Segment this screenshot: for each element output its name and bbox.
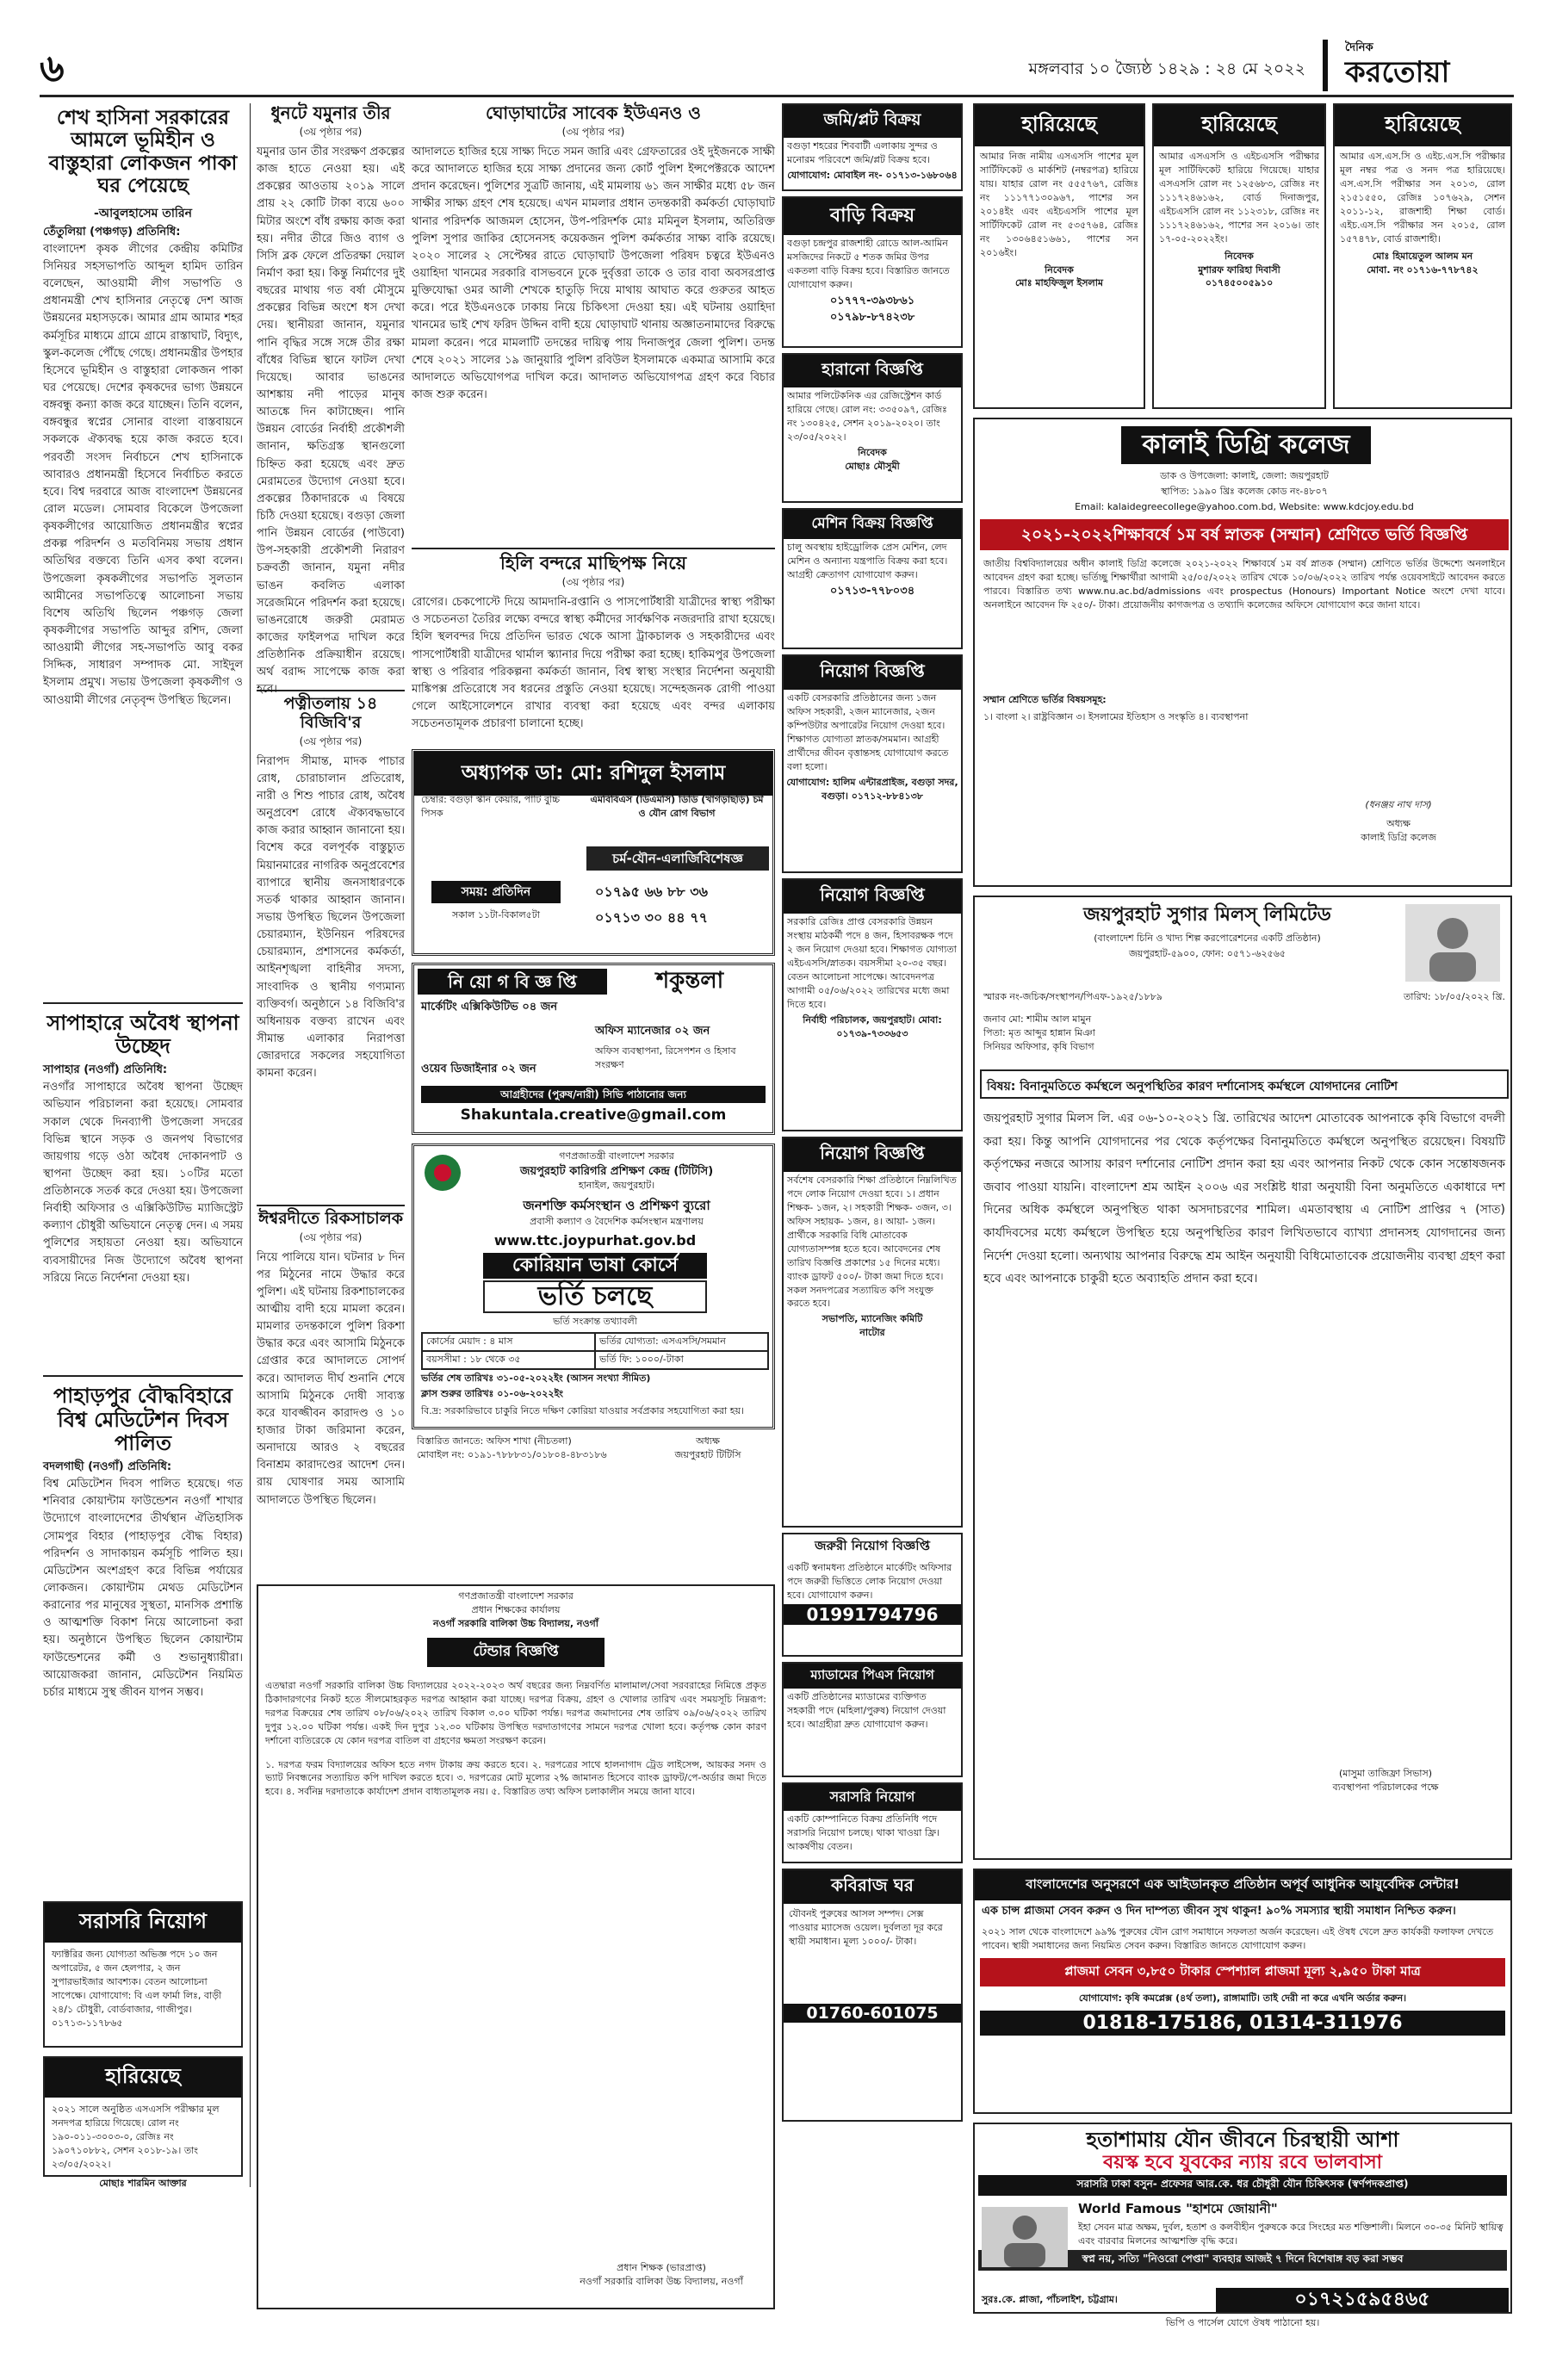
masthead (40, 40, 1514, 93)
ttc-signature: অধ্যক্ষ জয়পুরহাট টিটিসি (674, 1435, 741, 1460)
classified-ad (43, 1901, 243, 2048)
ttc-ministry: প্রবাসী কল্যাণ ও বৈদেশিক কর্মসংস্থান মন্ত্রণালয় (530, 1216, 704, 1227)
story-body: যমুনার ডান তীর সংরক্ষণ প্রকল্পের কাজ হাতে নেওয়া হয়। এই প্রকল্পের আওতায় ২০১৯ সালে প্রায় ২২ কোটি টাকা ব্যয়ে ৬০০ মিটার অংশে বাঁধ রক্ষায় কাজ করা হয়। নদীর তীরে জিও ব্যাগ ও সিসি ব্লক ফেলে প্রতিরক্ষা দেয়াল নির্মাণ করা হয়। কিন্তু নির্মাণের দুই বছরের মাথায় গত বর্ষা মৌসুমে প্রকল্পের বিভিন্ন অংশে ধস দেখা দেয়। স্থানীয়রা জানান, যমুনার পানি বৃদ্ধির সঙ্গে সঙ্গে তীর রক্ষা বাঁধের বিভিন্ন স্থানে ফাটল দেখা দিয়েছে। আবার ভাঙনের আশঙ্কায় নদী পাড়ের মানুষ আতঙ্কে দিন কাটাচ্ছেন। পানি উন্নয়ন বোর্ডের নির্বাহী প্রকৌশলী জানান, ক্ষতিগ্রস্ত স্থানগুলো চিহ্নিত করা হয়েছে এবং দ্রুত মেরামতের উদ্যোগ নেওয়া হবে। প্রকল্পের ঠিকাদারকে এ বিষয়ে চিঠি দেওয়া হয়েছে। বগুড়া জেলা পানি উন্নয়ন বোর্ডের (পাউবো) উপ-সহকারী প্রকৌশলী নিরারণ চক্রবর্তী জানান, যমুনা নদীর ভাঙন কবলিত এলাকা সরেজমিনে পরিদর্শন করা হয়েছে। ভাঙনরোধে জরুরী মেরামত কাজের ফাইলপত্র দাখিল করে প্রতিষ্ঠানিক প্রক্রিয়াধীন রয়েছে। অর্থ বরাদ্দ সাপেক্ষে কাজ করা হবে। (257, 146, 405, 697)
ad-note: আগ্রহীদের (পুরুষ/নারী) সিভি পাঠানোর জন্য (421, 1086, 766, 1103)
continued-note: (৩য় পৃষ্ঠার পর) (299, 734, 363, 747)
sugar-mill-place: জয়পুরহাট-৫৯০০, ফোন: ০৫৭১-৬২৫৬৫ (1128, 948, 1286, 959)
tender-body-2: ১. দরপত্র ফরম বিদ্যালয়ের অফিস হতে নগদ টাকায় ক্রয় করতে হবে। ২. দরপত্রের সাথে হালনাগাদ ট্রেড লাইসেন্স, আয়কর সনদ ও ভ্যাট নিবন্ধনের সত্যায়িত কপি দাখিল করতে হবে। ৩. দরপত্রের মোট মূল্যের ২% জামানত হিসেবে ব্যাংক ড্রাফট/পে-অর্ডার জমা দিতে হবে। ৪. সর্বনিম্ন দরদাতাকে কার্যাদেশ প্রদান বাধ্যতামূলক নয়। ৫. বিস্তারিত তথ্য অফিস চলাকালীন সময়ে জানা যাবে। (265, 1758, 766, 1798)
doctor-degrees: এমবিবিএস (ডিএমসি) ডিডি (খাগড়াছড়ি) চর্ম ও যৌন রোগ বিভাগ (590, 794, 764, 819)
herbal-address: সুরঃ.কে. প্লাজা, পাঁচলাইশ, চট্টগ্রাম। (982, 2294, 1118, 2305)
ad-body: একটি স্বনামধন্য প্রতিষ্ঠানে মার্কেটিং অফিসার পদে জরুরী ভিত্তিতে লোক নিয়োগ দেওয়া হবে। যোগাযোগ করুন। (787, 1562, 952, 1601)
doctor-name: অধ্যাপক ডা: মো: রশিদুল ইসলাম (414, 752, 772, 796)
doctor-time: সকাল ১১টা-বিকাল৫টা (452, 909, 540, 920)
ad-title: বাড়ি বিক্রয় (784, 198, 961, 235)
doctor-speciality: চর্ম-যৌন-এলার্জিবিশেষজ্ঞ (586, 846, 769, 871)
job-row: অফিস ব্যবস্থাপনা, রিসেপশন ও হিসাব সংরক্ষণ (595, 1045, 736, 1070)
story-headline: ঘোড়াঘাটের সাবেক ইউএনও ও (485, 102, 702, 123)
ad-title: হারিয়েছে (975, 105, 1144, 146)
classified-ad (782, 1782, 963, 1863)
story-headline: সাপাহারে অবৈধ স্থাপনা উচ্ছেদ (46, 1009, 239, 1059)
college-admission-ad (973, 418, 1512, 887)
ttc-cell: ভর্তি ফি: ১০০০/-টাকা (595, 1351, 768, 1369)
story-body: নওগাঁর সাপাহারে অবৈধ স্থাপনা উচ্ছেদ অভিযান পরিচালনা করা হয়েছে। সোমবার সকাল থেকে দিনব্যাপী উপজেলা সদরের বিভিন্ন স্থানে সড়ক ও জনপথ বিভাগের জায়গায় গড়ে ওঠা অবৈধ দোকানপাট ও স্থাপনা উচ্ছেদ করা হয়। ১০টির মতো প্রতিষ্ঠানকে সতর্ক করে দেওয়া হয়। উপজেলা নির্বাহী অফিসার ও এক্সিকিউটিভ ম্যাজিস্ট্রেট কল্যাণ চৌধুরী অভিযানে নেতৃত্ব দেন। এ সময় পুলিশের সহায়তা নেওয়া হয়। অভিযানে ব্যবসায়ীদের নিজ উদ্যোগে অবৈধ স্থাপনা সরিয়ে নিতে নির্দেশনা দেওয়া হয়। (43, 1081, 243, 1285)
herbal-product: World Famous "হাশমে জোয়ানী" (1078, 2200, 1278, 2216)
ad-body: ২০২১ সালে অনুষ্ঠিত এসএসসি পরীক্ষার মূল সনদপত্র হারিয়ে গিয়েছে। রোল নং ১৯০-০১১-৩০০৩-০, রেজিঃ নং ১৯০৭১০৮৮২, সেশন ২০১৮-১৯। তাং ২৩/০৫/২০২২। (52, 2104, 220, 2170)
college-sign-name: (ধনঞ্জয় নাথ দাস) (1365, 799, 1432, 810)
story-byline: -আবুলহাসেম তারিন (94, 206, 192, 220)
doctor-time-label: সময়: প্রতিদিন (431, 881, 561, 903)
ttc-cell: কোর্সের মেয়াদ : ৪ মাস (422, 1333, 595, 1351)
ad-body: একটি প্রতিষ্ঠানের ম্যাডামের ব্যক্তিগত সহকারী পদে (মহিলা/পুরুষ) নিয়োগ দেওয়া হবে। আগ্রহীরা দ্রুত যোগাযোগ করুন। (787, 1691, 946, 1730)
continued-note: (৩য় পৃষ্ঠার পর) (561, 126, 625, 138)
college-established: স্থাপিত: ১৯৯০ খ্রিঃ কলেজ কোড নং-৪৮০৭ (1161, 486, 1328, 497)
job-row: মার্কেটিং এক্সিকিউটিভ ০৪ জন (421, 1001, 558, 1013)
classified-ad (782, 1869, 963, 2122)
sugar-ref: স্মারক নং-জচিক/সংস্থাপন/পিএফ-১৯২৫/১৮৮৯ (983, 991, 1163, 1002)
doctor-ad (412, 749, 775, 956)
ad-contact: ০১৭৭৭-৩৯৩৮৬১ ০১৭৯৮-৮৭৪২৩৮ (829, 294, 915, 324)
tender-signature: প্রধান শিক্ষক (ভারপ্রাপ্ত) নওগাঁ সরকারি বালিকা উচ্চ বিদ্যালয়, নওগাঁ (580, 2262, 743, 2287)
ad-title: নিয়োগ বিজ্ঞপ্তি (784, 1138, 961, 1172)
ttc-footer: বি.দ্র: সরকারিভাবে চাকুরি নিতে দক্ষিণ কোরিয়া যাওয়ার সর্বপ্রকার সহযোগিতা করা হয়। (421, 1405, 744, 1416)
clinic-phones: 01818-175186, 01314-311976 (980, 2011, 1505, 2036)
masthead-rule (40, 95, 1514, 97)
lost-ad (1152, 103, 1326, 409)
continued-note: (৩য় পৃষ্ঠার পর) (561, 576, 625, 589)
ad-body: আমার এসএসসি ও এইচএসসি পরীক্ষার মূল সার্টিফিকেট হারিয়ে গিয়েছে। যাহার এসএসসি রোল নং ১২৫৬৮৩, রেজিঃ নং ১১১৭২৪৬১৬২, বোর্ড দিনাজপুর, এইচএসসি রোল নং ১১২৩১৮, রেজিঃ নং ১১১৭২৪৬১৬২, পাশের সন ২০১৬। তাং ১৭-০৫-২০২২ইং। (1159, 151, 1319, 245)
clinic-address: যোগাযোগ: কৃষি কমপ্লেক্স (৪র্থ তলা), রাঙ্গামাটি। তাই দেরী না করে এখনি অর্ডার করুন। (1078, 1992, 1407, 2004)
college-subjects: ১। বাংলা ২। রাষ্ট্রবিজ্ঞান ৩। ইসলামের ইতিহাস ও সংস্কৃতি ৪। ব্যবস্থাপনা (983, 711, 1249, 722)
ad-body: চালু অবস্থায় হাইড্রোলিক প্রেস মেশিন, লেদ মেশিন ও অন্যান্য যন্ত্রপাতি বিক্রয় করা হবে। আগ্রহী ক্রেতাগণ যোগাযোগ করুন। (787, 542, 948, 580)
job-ad-shakuntala (412, 963, 775, 1135)
ttc-gov: গণপ্রজাতন্ত্রী বাংলাদেশ সরকার (559, 1150, 674, 1162)
ttc-class: ক্লাস শুরুর তারিখঃ ০১-০৬-২০২২ইং (421, 1388, 564, 1399)
ad-body: আমার নিজ নামীয় এসএসসি পাশের মূল সার্টিফিকেট ও মার্কশিট (নম্বরপত্র) হারিয়ে যায়। যাহার রোল নং ৫৫৫৭৬৭, রেজিঃ নং ১১১৭৭১৩০৯৬৭, পাশের সন ২০১৪ইং এবং এইচএসসি পাশের মূল সার্টিফিকেট রোল নং ৫৩৫৭৬৪, রেজিঃ নং ১৩০৬৪৫১৬৬১, পাশের সন ২০১৬ইং। (980, 151, 1138, 258)
story-headline: পাহাড়পুর বৌদ্ধবিহারে বিশ্ব মেডিটেশন দিবস পালিত (53, 1383, 232, 1456)
ttc-deadline: ভর্তির শেষ তারিখঃ ৩১-০৫-২০২২ইং (আসন সংখ্যা সীমিত) (421, 1373, 651, 1384)
clinic-body: ২০২১ সাল থেকে বাংলাদেশে ৯৯% পুরুষের যৌন রোগ সমাধানে সফলতা অর্জন করেছেন। এই ঔষধ খেলে দ্রুত কার্যকরী ফলাফল দেখতে পাবেন। স্থায়ী সমাধানের জন্য নিয়মিত সেবন করুন। বিস্তারিত জানতে যোগাযোগ করুন। (982, 1925, 1494, 1951)
herbal-ad (973, 2123, 1512, 2314)
paper-logo-small: দৈনিক (1345, 41, 1373, 54)
paper-logo (1323, 40, 1514, 91)
ad-title: সরাসরি নিয়োগ (784, 1784, 961, 1811)
story-body: নিরাপদ সীমান্ত, মাদক পাচার রোধ, চোরাচালান প্রতিরোধ, নারী ও শিশু পাচার রোধ, অবৈধ অনুপ্রবেশ রোধে ঐক্যবদ্ধভাবে কাজ করার আহ্বান জানানো হয়। বিশেষ করে বলপূর্বক বাস্তুচ্যুত মিয়ানমারের নাগরিক অনুপ্রবেশের ব্যাপারে স্থানীয় জনসাধারণকে সতর্ক থাকার আহ্বান জানান। সভায় উপস্থিত ছিলেন উপজেলা চেয়ারম্যান, ইউনিয়ন পরিষদের চেয়ারম্যান, প্রশাসনের কর্মকর্তা, আইনশৃঙ্খলা বাহিনীর সদস্য, সাংবাদিক ও স্থানীয় গণ্যমান্য ব্যক্তিবর্গ। অনুষ্ঠানে ১৪ বিজিবি'র অধিনায়ক বক্তব্য রাখেন এবং সীমান্ত এলাকার নিরাপত্তা জোরদারে সকলের সহযোগিতা কামনা করেন। (257, 754, 405, 1081)
job-row: ওয়েব ডিজাইনার ০২ জন (421, 1063, 536, 1075)
ad-title: হারিয়েছে (1335, 105, 1510, 146)
column-4-ads (782, 103, 963, 2308)
tender-title: টেন্ডার বিজ্ঞপ্তি (427, 1638, 604, 1667)
classified-ad (782, 878, 963, 1131)
ad-contact: যোগাযোগ: হালিম এন্টারপ্রাইজ, বগুড়া সদর, বগুড়া। ০১৭১২-৮৮৪১৩৮ (786, 776, 958, 802)
college-subjects-head: সম্মান শ্রেণিতে ভর্তির বিষয়সমূহ: (983, 694, 1107, 705)
ttc-name: জয়পুরহাট কারিগরি প্রশিক্ষণ কেন্দ্র (টিটিসি) (519, 1165, 714, 1178)
ad-contact: সভাপতি, ম্যানেজিং কমিটি নাটোর (822, 1313, 923, 1339)
ad-signature: মোঃ হিমায়েতুল আলম মন মোবা. নং ০১৭১৬-৭৭৮৭৪২ (1367, 250, 1479, 276)
tender-school: নওগাঁ সরকারি বালিকা উচ্চ বিদ্যালয়, নওগাঁ (433, 1617, 598, 1629)
ad-title: নি য়ো গ বি জ্ঞ প্তি (418, 969, 607, 995)
doctor-chamber: চেম্বার: বগুড়া স্কীন কেয়ার, পাটি বুচ্চি পিসক (421, 794, 561, 819)
sugar-address: জনাব মো: শামীম আল মামুন পিতা: মৃত আব্দুর হান্নান মিঞা সিনিয়র অফিসার, কৃষি বিভাগ (983, 1013, 1095, 1052)
portrait-photo (1405, 904, 1500, 982)
story-body: রোগের। চেকপোস্টে দিয়ে আমদানি-রপ্তানি ও পাসপোর্টধারী যাত্রীদের স্বাস্থ্য পরীক্ষা ও সচেতনতা তৈরির লক্ষ্যে বন্দরে স্বাস্থ্য কর্মীদের সার্বক্ষণিক নজরদারি রাখা হয়েছে। হিলি স্থলবন্দর দিয়ে প্রতিদিন ভারত থেকে আসা ট্রাকচালক ও সহকারীদের এবং পাসপোর্টধারী যাত্রীদের থার্মাল স্ক্যানার দিয়ে পরীক্ষা করা হচ্ছে। হাকিমপুর উপজেলা স্বাস্থ্য ও পরিবার পরিকল্পনা কর্মকর্তা জানান, বিশ্ব স্বাস্থ্য সংস্থার নির্দেশনা অনুযায়ী মাঙ্কিপক্স প্রতিরোধে সব ধরনের প্রস্তুতি নেওয়া হয়েছে। সন্দেহজনক রোগী পাওয়া গেলে আইসোলেশনে রাখার ব্যবস্থা করা হয়েছে এবং বন্দর এলাকায় সচেতনতামূলক প্রচারণা চালানো হচ্ছে। (412, 596, 775, 731)
ad-body: আমার এস.এস.সি ও এইচ.এস.সি পরীক্ষার মূল নম্বর পত্র ও সনদ পত্র হারিয়েছে। এস.এস.সি পরীক্ষার সন ২০১৩, রোল ২১৫১৫৫০, রেজিঃ ১০৭৬২৯, সেশন ২০১১-১২, রাজশাহী শিক্ষা বোর্ড। এইচ.এস.সি পরীক্ষার সন ২০১৫, রোল ১৫৭৪৭৮, বোর্ড রাজশাহী। (1340, 151, 1505, 245)
doctor-phone: ০১৭৯৫ ৬৬ ৮৮ ৩৬ (595, 883, 709, 900)
story-headline: পত্নীতলায় ১৪ বিজিবি'র (283, 694, 378, 732)
ttc-cell: ভর্তির যোগ্যতা: এসএসসি/সমমান (595, 1333, 768, 1351)
ad-title: জরুরী নিয়োগ বিজ্ঞপ্তি (815, 1538, 930, 1553)
ad-title: মেশিন বিক্রয় বিজ্ঞপ্তি (784, 510, 961, 539)
clinic-price: প্লাজমা সেবন ৩,৮৫০ টাকার স্পেশ্যাল প্লাজমা মূল্য ২,৯৫০ টাকা মাত্র (980, 1958, 1505, 1986)
ttc-admission: ভর্তি চলছে (483, 1280, 707, 1313)
college-sign-title: অধ্যক্ষ কালাই ডিগ্রি কলেজ (1361, 818, 1436, 843)
college-name: কালাই ডিগ্রি কলেজ (1121, 426, 1371, 464)
college-address: ডাক ও উপজেলা: কালাই, জেলা: জয়পুরহাট (1160, 470, 1329, 481)
story-body: বিশ্ব মেডিটেশন দিবস পালিত হয়েছে। গত শনিবার কোয়ান্টাম ফাউন্ডেশন নওগাঁ শাখার উদ্যোগে বাংলাদেশের তীর্থস্থান ঐতিহাসিক সোমপুর বিহার (পাহাড়পুর বৌদ্ধ বিহার) পরিদর্শন ও সাদাকায়ন কর্মসূচি পালিত হয়। মেডিটেশন অংশগ্রহণ করে বিভিন্ন পর্যায়ের লোকজন। কোয়ান্টাম মেথড মেডিটেশন করানোর পর মানুষের সুস্থতা, মানসিক প্রশান্তি ও আত্মশক্তি বিকাশ নিয়ে আলোচনা করা হয়। অনুষ্ঠানে উপস্থিত ছিলেন কোয়ান্টাম ফাউন্ডেশনের কর্মী ও শুভানুধ্যায়ীরা। আয়োজকরা জানান, মেডিটেশন নিয়মিত চর্চার মাধ্যমে সুস্থ জীবন যাপন সম্ভব। (43, 1478, 243, 1699)
sugar-signature: (মাসুমা তাজিফ্রা সিভাস) ব্যবস্থাপনা পরিচালকের পক্ষে (1332, 1768, 1439, 1793)
herbal-headline: হতাশামায় যৌন জীবনে চিরস্থায়ী আশা (1086, 2127, 1399, 2152)
ad-body: যৌবনই পুরুষের আসল সম্পদ। সেক্স পাওয়ার ম্যাসেজ ওয়েল। দুর্বলতা দূর করে স্থায়ী সমাধান। মূল্য ১০০০/- টাকা। (789, 1908, 943, 1947)
college-headline: ২০২১-২০২২শিক্ষাবর্ষে ১ম বর্ষ স্নাতক (সম্মান) শ্রেণিতে ভর্তি বিজ্ঞপ্তি (980, 519, 1509, 550)
date-line: মঙ্গলবার ১০ জ্যৈষ্ঠ ১৪২৯ : ২৪ মে ২০২২ (1028, 59, 1305, 78)
ttc-seats: ভর্তি সংক্রান্ত তথ্যাবলী (553, 1316, 637, 1327)
tender-body: এতদ্বারা নওগাঁ সরকারি বালিকা উচ্চ বিদ্যালয়ের ২০২২-২০২৩ অর্থ বছরের জন্য নিম্নবর্ণিত মালামাল/সেবা সরবরাহের নিমিত্তে প্রকৃত ঠিকাদারগণের নিকট হতে সীলমোহরকৃত দরপত্র আহ্বান করা যাচ্ছে। দরপত্র বিক্রয়, গ্রহণ ও খোলার তারিখ এবং সময়সূচি নিম্নরূপ: দরপত্র বিক্রয়ের শেষ তারিখ ০৮/০৬/২০২২ তারিখ বিকাল ৩.০০ ঘটিকা পর্যন্ত। দরপত্র জমাদানের শেষ তারিখ ০৯/০৬/২০২২ তারিখ দুপুর ১২.০০ ঘটিকা পর্যন্ত। একই দিন দুপুর ১২.৩০ ঘটিকায় উপস্থিত দরদাতাগণের সামনে দরপত্র খোলা হবে। কর্তৃপক্ষ কোন কারণ দর্শানো ব্যতিরেকে যে কোন দরপত্র বাতিল বা গ্রহণের ক্ষমতা সংরক্ষণ করেন। (265, 1679, 766, 1746)
paper-logo-name: করতোয়া (1345, 55, 1450, 90)
story-body: নিয়ে পালিয়ে যান। ঘটনার ৮ দিন পর মিঠুনের নামে উদ্ধার করে পুলিশ। এই ঘটনায় রিকশাচালকের আত্মীয় বাদী হয়ে মামলা করেন। মামলার তদন্তকালে পুলিশ রিকশা উদ্ধার করে এবং আসামি মিঠুনকে গ্রেপ্তার করে আদালতে সোপর্দ করে। আদালত দীর্ঘ শুনানি শেষে আসামি মিঠুনকে দোষী সাব্যস্ত করে যাবজ্জীবন কারাদণ্ড ও ১০ হাজার টাকা জরিমানা করেন, অনাদায়ে আরও ২ বছরের বিনাশ্রম কারাদণ্ডের আদেশ দেন। রায় ঘোষণার সময় আসামি আদালতে উপস্থিত ছিলেন। (257, 1250, 405, 1507)
classified-ad (782, 654, 963, 873)
sugar-subject (980, 1069, 1509, 1099)
ad-signature: মোছাঃ শারমিন আক্তার (99, 2177, 187, 2189)
ttc-info-table (421, 1332, 769, 1370)
gov-seal-icon (423, 1153, 462, 1193)
ttc-bureau: জনশক্তি কর্মসংস্থান ও প্রশিক্ষণ ব্যুরো (523, 1198, 710, 1213)
story-dateline: বদলগাছী (নওগাঁ) প্রতিনিধি: (43, 1460, 172, 1473)
ad-signature: নিবেদক মুশারফ ফারিহা দিবাসী ০১৭৪৫০০৫৯১০ (1198, 250, 1280, 289)
ad-contact: ০১৭১৩-৭৭৮০৩৪ (829, 584, 915, 598)
ad-body: একটি কোম্পানিতে বিক্রয় প্রতিনিধি পদে সরাসরি নিয়োগ চলছে। থাকা খাওয়া ফ্রি। আকর্ষণীয় বেতন। (787, 1813, 940, 1852)
ad-body: বগুড়া শহরের শিববাটী এলাকায় সুন্দর ও মনোরম পরিবেশে জমি/প্লট বিক্রয় হবে। (787, 140, 938, 165)
continued-note: (৩য় পৃষ্ঠার পর) (299, 126, 363, 138)
herbal-footer: ভিপি ও পার্সেল যোগে ঔষধ পাঠানো হয়। (1165, 2317, 1320, 2328)
herbal-phone: ০১৭২১৫৯৫৪৬৫ (1216, 2288, 1509, 2312)
brand-name: শকুন্তলা (655, 968, 724, 994)
clinic-tag: এক চান্স প্লাজমা সেবন করুন ও দিন দাম্পত্য জীবন সুখ থাকুন! ৯০% সমস্যার স্থায়ী সমাধান নিশ্চিত করুন। (982, 1905, 1456, 1918)
ad-title: কবিরাজ ঘর (784, 1870, 961, 1904)
ad-title: ম্যাডামের পিএস নিয়োগ (784, 1664, 961, 1689)
story-dateline: সাপাহার (নওগাঁ) প্রতিনিধি: (43, 1063, 168, 1077)
ad-signature: নিবেদক মোঃ মাহফিজুল ইসলাম (1014, 263, 1104, 289)
classified-ad (782, 196, 963, 348)
sugar-date: তারিখ: ১৮/০৫/২০২২ খ্রি. (1404, 991, 1505, 1002)
story-headline: ধুনটে যমুনার তীর (270, 102, 391, 123)
tender-notice (257, 1584, 775, 2309)
story-headline: শেখ হাসিনা সরকারের আমলে ভূমিহীন ও বাস্তুহারা লোকজন পাকা ঘর পেয়েছে (48, 106, 238, 198)
story-body: বাংলাদেশ কৃষক লীগের কেন্দ্রীয় কমিটির সিনিয়র সহসভাপতি আব্দুল হামিদ তারিন বলেছেন, আওয়ামী লীগ সভাপতি ও প্রধানমন্ত্রী শেখ হাসিনার নেতৃত্বে দেশ আজ উন্নয়নের মহাসড়কে। আমার গ্রাম আমার শহর কর্মসূচির মাধ্যমে গ্রামে গ্রামে রাস্তাঘাট, বিদ্যুৎ, স্কুল-কলেজ পৌঁছে গেছে। প্রধানমন্ত্রীর উপহার হিসেবে ভূমিহীন ও বাস্তুহারা লোকজন পাকা ঘর পেয়েছে। দেশের কৃষকদের ভাগ্য উন্নয়নে বঙ্গবন্ধু কন্যা কাজ করে যাচ্ছেন। তিনি বলেন, বঙ্গবন্ধুর স্বপ্নের সোনার বাংলা বাস্তবায়নে সকলকে ঐক্যবদ্ধ হয়ে কাজ করতে হবে। পরবর্তী সংসদ নির্বাচনে শেখ হাসিনাকে আবারও প্রধানমন্ত্রী হিসেবে নির্বাচিত করতে হবে। বিশ্ব দরবারে আজ বাংলাদেশ উন্নয়নের রোল মডেল। সোমবার বিকেলে উপজেলা কৃষকলীগের আয়োজিত প্রধানমন্ত্রীর স্বপ্নের প্রকল্প পরিদর্শন ও মতবিনিময় সভায় প্রধান অতিথির বক্তব্যে তিনি এসব কথা বলেন। উপজেলা কৃষকলীগের সভাপতি সুলতান আমীনের সভাপতিত্বে আলোচনা সভায় বিশেষ অতিথি ছিলেন পঞ্চগড় জেলা কৃষকলীগের সভাপতি আব্দুর রশিদ, জেলা আওয়ামী লীগের সহ-সভাপতি আবু বকর সিদ্দিক, সাধারণ সম্পাদক মো. সাইদুল ইসলাম প্রমুখ। সভায় উপজেলা কৃষকলীগ ও আওয়ামী লীগের নেতৃবৃন্দ উপস্থিত ছিলেন। (43, 242, 243, 707)
ttc-web: www.ttc.joypurhat.gov.bd (493, 1232, 697, 1249)
ad-body: বগুড়া চন্দ্রপুর রাজশাহী রোডে আল-আমিন মসজিদের নিকটে ৫ শতক জমির উপর একতলা বাড়ি বিক্রয় হবে। বিস্তারিত জানতে যোগাযোগ করুন। (787, 238, 950, 290)
ad-email: Shakuntala.creative@gmail.com (460, 1106, 727, 1124)
classified-ad (782, 1662, 963, 1777)
ad-title: সরাসরি নিয়োগ (45, 1903, 241, 1943)
clinic-banner: বাংলাদেশের অনুসরণে এক আইডানকৃত প্রতিষ্ঠান অপূর্ব আধুনিক আয়ুর্বেদিক সেন্টার! (975, 1870, 1510, 1900)
ttc-course: কোরিয়ান ভাষা কোর্সে (483, 1253, 707, 1279)
ad-title: হারানো বিজ্ঞপ্তি (784, 355, 961, 387)
ttc-ad (412, 1144, 775, 1429)
tender-office: প্রধান শিক্ষকের কার্যালয় (471, 1603, 561, 1615)
doctor-photo (982, 2207, 1068, 2267)
job-row: অফিস ম্যানেজার ০২ জন (595, 1025, 710, 1038)
college-body: জাতীয় বিশ্ববিদ্যালয়ের অধীন কালাই ডিগ্রি কলেজে ২০২১-২০২২ শিক্ষাবর্ষে ১ম বর্ষ স্নাতক (সম্মান) শ্রেণিতে ভর্তির উদ্দেশ্যে অনলাইনে আবেদন গ্রহণ করা হচ্ছে। ভর্তিচ্ছু শিক্ষার্থীরা আগামী ২৫/০৫/২০২২ তারিখ থেকে ১০/০৬/২০২২ তারিখ পর্যন্ত ওয়েবসাইটে আবেদন করতে পারবে। বিস্তারিত তথ্য www.nu.ac.bd/admissions এবং prospectus (Honours) Important Notice অংশে দেখা যাবে। অনলাইনে আবেদন ফি ২৫০/- টাকা। প্রয়োজনীয় কাগজপত্র ও তথ্যাদি কলেজের অফিসে যোগাযোগ করে জানা যাবে। (983, 558, 1505, 610)
sugar-mill-sub: (বাংলাদেশ চিনি ও খাদ্য শিল্প করপোরেশনের একটি প্রতিষ্ঠান) (1094, 933, 1321, 944)
doctor-phone: ০১৭১৩ ৩০ ৪৪ ৭৭ (595, 909, 709, 926)
classified-ad (43, 2056, 243, 2189)
sugar-subject-text: বিষয়: বিনানুমতিতে কর্মস্থলে অনুপস্থিতির কারণ দর্শানোসহ কর্মস্থলে যোগদানের নোটিশ (987, 1080, 1398, 1094)
ad-contact: যোগাযোগ: মোবাইল নং- ০১৭১৩-১৬৮০৬৪ (787, 169, 958, 181)
classified-ad (782, 1137, 963, 1528)
ad-contact: নিবেদক মোছাঃ মৌসুমী (845, 446, 900, 472)
ad-body: একটি বেসরকারি প্রতিষ্ঠানের জন্য ১জন অফিস সহকারী, ২জন ম্যানেজার, ২জন কম্পিউটার অপারেটর নিয়োগ দেওয়া হবে। শিক্ষাগত যোগ্যতা স্নাতক/সমমান। আগ্রহী প্রার্থীদের জীবন বৃত্তান্তসহ যোগাযোগ করতে বলা হলো। (787, 692, 949, 772)
tender-gov: গণপ্রজাতন্ত্রী বাংলাদেশ সরকার (458, 1590, 574, 1602)
lost-ad (1333, 103, 1512, 409)
herbal-strip: সরাসরি ঢাকা বসুন- প্রফেসর আর.কে. ধর চৌধুরী যৌন চিকিৎসক (স্বর্ণপদকপ্রাপ্ত) (978, 2175, 1507, 2196)
classified-ad (782, 103, 963, 191)
herbal-sub: বয়স্ক হবে যুবকের ন্যায় রবে ভালবাসা (1103, 2150, 1382, 2173)
ad-title: জমি/প্লট বিক্রয় (784, 105, 961, 138)
college-email: Email: kalaidegreecollege@yahoo.com.bd, Website: www.kdcjoy.edu.bd (1075, 501, 1414, 512)
clinic-ad (973, 1869, 1512, 2114)
ttc-cell: বয়সসীমা : ১৮ থেকে ৩৫ (422, 1351, 595, 1369)
ad-body: আমার পলিটেকনিক এর রেজিস্ট্রেশন কার্ড হারিয়ে গেছে। রোল নং: ৩৩৫০৯৭, রেজিঃ নং ১৩০৪২৫, সেশন ২০১৯-২০২০। তাং ২৩/০৫/২০২২। (787, 390, 947, 443)
classified-ad (782, 508, 963, 649)
ttc-info-box (412, 1431, 775, 1491)
continued-note: (৩য় পৃষ্ঠার পর) (299, 1230, 363, 1243)
classified-ad (782, 1533, 963, 1657)
ttc-info: বিস্তারিত জানতে: অফিস শাখা (নীচতলা) মোবাইল নং: ০১৯১-৭৮৮৮৩১/০১৮০৪-৪৮৩১৮৬ (417, 1435, 607, 1460)
ad-body: সরকারি রেজিঃ প্রাপ্ত বেসরকারি উন্নয়ন সংস্থায় মাঠকর্মী পদে ৪ জন, হিসাবরক্ষক পদে ২ জন নিয়োগ দেওয়া হবে। শিক্ষাগত যোগ্যতা এইচএসসি/স্নাতক। বয়সসীমা ২০-৩৫ বছর। বেতন আলোচনা সাপেক্ষে। আবেদনপত্র আগামী ০৫/০৬/২০২২ তারিখের মধ্যে জমা দিতে হবে। (787, 916, 957, 1010)
ad-title: হারিয়েছে (1154, 105, 1324, 146)
sugar-mill-notice (973, 896, 1512, 1860)
story-body: আদালতে হাজির হয়ে সাক্ষ্য দিতে সমন জারি এবং গ্রেফতারের ওই দুইজনকে সাক্ষী করে আদালতে হাজির হয়ে সাক্ষ্য প্রদানের জন্য কোর্ট পুলিশ ইন্সপেক্টরকে আদেশ প্রদান করেছেন। পুলিশের সুত্রটি জানায়, এই মামলায় ৬১ জন সাক্ষীর মধ্যে ৫৮ জন সাক্ষীর সাক্ষ্য গ্রহণ শেষ হয়েছে। এখন মামলার প্রধান তদন্তকারী কর্মকর্তা ঘোড়াঘাট থানার পরিদর্শক আজমল হোসেন, উপ-পরিদর্শক মোঃ মমিনুল ইসলাম, অতিরিক্ত পুলিশ সুপার জাকির হোসেনসহ কয়েকজন পুলিশ কর্মকর্তার সাক্ষ্য বাকি রয়েছে। ২০২০ সালের ২ সেপ্টেম্বর রাতে ঘোড়াঘাট উপজেলা পরিষদ চত্বরে ইউএনও ওয়াহিদা খানমের সরকারি বাসভবনে ঢুকে দুর্বৃত্তরা তাকে ও তার বাবা অবসরপ্রাপ্ত মুক্তিযোদ্ধা ওমর আলী শেখকে হাতুড়ি দিয়ে মাথায় আঘাত করে গুরুতর আহত করে। পরে ইউএনওকে ঢাকায় নিয়ে চিকিৎসা দেওয়া হয়। এই ঘটনায় ওয়াহিদা খানমের ভাই শেখ ফরিদ উদ্দিন বাদী হয়ে ঘোড়াঘাট থানায় অজ্ঞাতনামাদের বিরুদ্ধে মামলা করেন। পরে মামলাটি তদন্তের দায়িত্ব পায় দিনাজপুর জেলা পুলিশ। তদন্ত শেষে ২০২১ সালের ১৯ জানুয়ারি পুলিশ রবিউল ইসলামকে একমাত্র আসামি করে আদালতে অভিযোগপত্র দাখিল করে। আদালত অভিযোগপত্র গ্রহণ করে বিচার কাজ শুরু করেন। (412, 146, 775, 401)
column-rule (250, 103, 251, 2187)
ad-contact: নির্বাহী পরিচালক, জয়পুরহাট। মোবা: ০১৭৩৯-৭৩৩৬৫৩ (803, 1013, 942, 1039)
sugar-body: জয়পুরহাট সুগার মিলস লি. এর ০৬-১০-২০২১ খ্রি. তারিখের আদেশ মোতাবেক আপনাকে কৃষি বিভাগে বদলী করা হয়। কিন্তু আপনি যোগদানের পর থেকে কর্তৃপক্ষের বিনানুমতিতে কর্মস্থলে অনুপস্থিত রয়েছেন। বিষয়টি কর্তৃপক্ষের নজরে আসায় কারণ দর্শানোর নোটিশ প্রদান করা হয় এবং আপনার নিকট থেকে কোন সন্তোষজনক জবাব পাওয়া যায়নি। বাংলাদেশ শ্রম আইন ২০০৬ এর সংশ্লিষ্ট ধারা অনুযায়ী বিনা অনুমতিতে একাধারে দশ দিনের অধিক কর্মস্থলে অনুপস্থিত থাকা অসদাচরণের শামিল। এমতাবস্থায় এ নোটিশ প্রাপ্তির ৭ (সাত) কার্যদিবসের মধ্যে কর্মস্থলে উপস্থিত হয়ে অনুপস্থিতির কারণ লিখিতভাবে ব্যাখ্যা প্রদানসহ যোগদানের জন্য নির্দেশ দেওয়া হলো। অন্যথায় আপনার বিরুদ্ধে শ্রম আইন অনুযায়ী বিধিমোতাবেক প্রয়োজনীয় ব্যবস্থা গ্রহণ করা হবে এবং আপনাকে চাকুরী হতে অব্যাহতি প্রদান করা হবে। (983, 1112, 1505, 1286)
classified-ad (782, 353, 963, 503)
ad-body: সর্বশেষ বেসরকারি শিক্ষা প্রতিষ্ঠানে নিম্নলিখিত পদে লোক নিয়োগ দেওয়া হবে। ১। প্রধান শিক্ষক- ১জন, ২। সহকারী শিক্ষক- ৩জন, ৩। অফিস সহায়ক- ১জন, ৪। আয়া- ১জন। প্রার্থীকে সরকারি বিধি মোতাবেক যোগ্যতাসম্পন্ন হতে হবে। আবেদনের শেষ তারিখ বিজ্ঞপ্তি প্রকাশের ১৫ দিনের মধ্যে। ব্যাংক ড্রাফট ৫০০/- টাকা জমা দিতে হবে। সকল সনদপত্রের সত্যায়িত কপি সংযুক্ত করতে হবে। (787, 1175, 957, 1310)
ad-contact: 01760-601075 (784, 2004, 961, 2023)
story-headline: ঈশ্বরদীতে রিকসাচালক (257, 1208, 404, 1228)
ad-title: নিয়োগ বিজ্ঞপ্তি (784, 880, 961, 914)
ad-body: ফ্যাক্টরির জন্য যোগ্যতা অভিজ্ঞ পদে ১০ জন অপারেটর, ৫ জন হেলপার, ২ জন সুপারভাইজার আবশ্যক। বেতন আলোচনা সাপেক্ষে। যোগাযোগ: বি এল ফার্মা লিঃ, বাড়ী ২৪/১ চৌধুরী, বোর্ডবাজার, গাজীপুর। ০১৭১৩-১১৭৮৬৫ (52, 1949, 222, 2029)
lost-ad (973, 103, 1145, 409)
sugar-mill-name: জয়পুরহাট সুগার মিলস্ লিমিটেড (1083, 903, 1331, 926)
herbal-body: ইহা সেবন মাত্র অক্ষম, দুর্বল, হতাশ ও কলবীহীন পুরুষকে করে সিংহের মত শক্তিশালী। মিলনে ৩০-৩৫ মিনিট স্থায়িত্ব এবং বারবার মিলনের আত্মশক্তি বৃদ্ধি করে। (1078, 2221, 1504, 2247)
story-headline: হিলি বন্দরে মাছিপক্ষ নিয়ে (499, 552, 687, 573)
ttc-place: হানাইল, জয়পুরহাট। (578, 1180, 655, 1191)
story-dateline: তেঁতুলিয়া (পঞ্চগড়) প্রতিনিধি: (43, 225, 181, 239)
ad-contact: 01991794796 (784, 1604, 961, 1625)
herbal-strip-2: স্বপ্ন নয়, সত্যি "নিওরো পেপ্তা" ব্যবহার আজই ৭ দিনে বিশেষাঙ্গ বড় করা সম্ভব (978, 2250, 1507, 2271)
ad-title: নিয়োগ বিজ্ঞপ্তি (784, 656, 961, 690)
page-number: ৬ (40, 46, 65, 90)
column-2 (257, 103, 405, 1567)
ad-title: হারিয়েছে (45, 2058, 241, 2098)
column-3 (412, 103, 775, 736)
